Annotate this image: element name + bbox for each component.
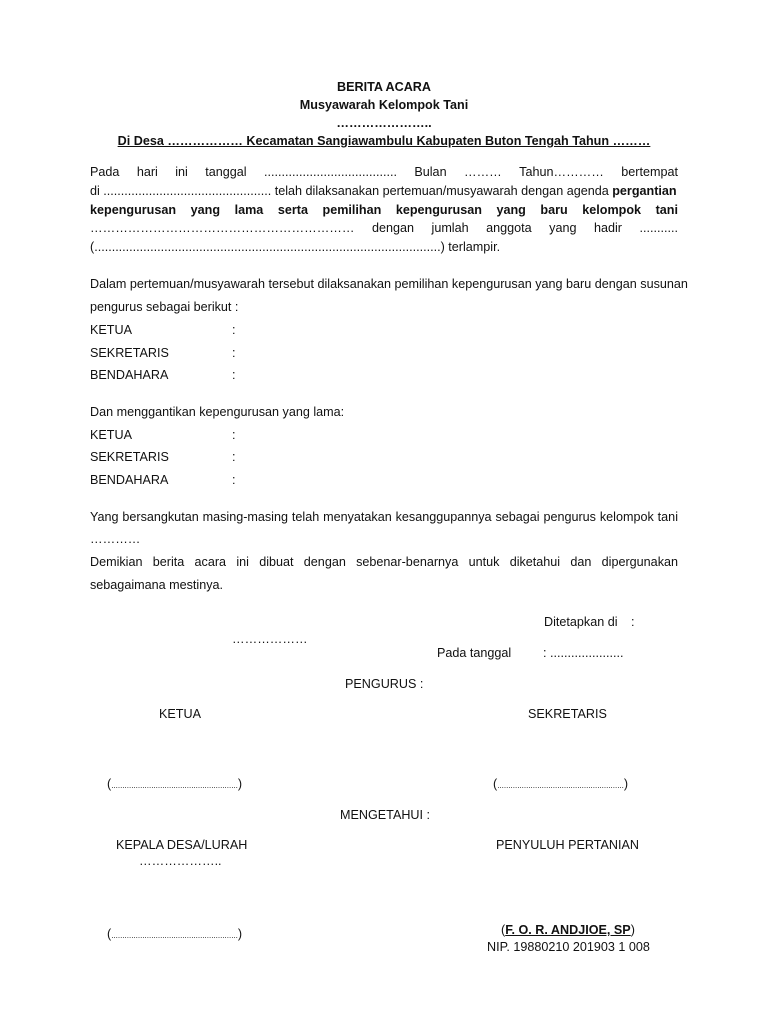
election-paragraph-line1: Dalam pertemuan/musyawarah tersebut dilaksanakan pemilihan kepengurusan yang baru dengan susunan — [90, 277, 688, 291]
colon: : — [232, 428, 236, 442]
tanggal-value: : ..................... — [543, 646, 624, 660]
penyuluh-name: F. O. R. ANDJIOE, SP — [505, 923, 631, 937]
colon: : — [232, 323, 236, 337]
paren: ( — [501, 923, 506, 937]
date-blank: ...................................... — [263, 165, 397, 179]
word: bertempat — [621, 165, 678, 179]
closing-statement-line1: Demikian berita acara ini dibuat dengan sebenar-benarnya untuk diketahui dan dipergunakan — [90, 555, 678, 569]
colon: : — [232, 450, 236, 464]
ditetapkan-label: Ditetapkan di — [544, 615, 618, 629]
blank-line: (.........................................................) — [493, 777, 629, 791]
kepala-desa-signature-blank — [107, 927, 242, 941]
attendance-count-line: (...................................................................................................) terlampir. — [90, 240, 501, 254]
kepala-desa-dots: ……………….. — [139, 854, 222, 868]
old-sekretaris-label: SEKRETARIS — [90, 450, 169, 464]
agenda-line — [90, 184, 678, 198]
paren: ) — [630, 923, 635, 937]
document-title: BERITA ACARA — [337, 80, 431, 94]
mengetahui-heading: MENGETAHUI : — [340, 808, 431, 822]
word: Bulan — [414, 165, 447, 179]
penyuluh-label: PENYULUH PERTANIAN — [496, 838, 639, 852]
location-line: Di Desa ……………… Kecamatan Sangiawambulu Kabupaten Buton Tengah Tahun ……… — [117, 134, 651, 148]
blank-line: (.........................................................) — [107, 777, 243, 791]
pengurus-heading: PENGURUS : — [345, 677, 424, 691]
penyuluh-nip: NIP. 19880210 201903 1 008 — [487, 940, 650, 954]
new-bendahara-label: BENDAHARA — [90, 368, 169, 382]
sekretaris-signature-blank — [493, 777, 628, 791]
opening-line — [90, 165, 678, 179]
word: Pada — [90, 165, 120, 179]
attendance-line: ……………………………………………………… dengan jumlah anggota yang hadir ........... — [90, 221, 678, 235]
word: tanggal — [205, 165, 247, 179]
agenda-bold-line: kepengurusan yang lama serta pemilihan kepengurusan yang baru kelompok tani — [90, 203, 678, 217]
group-name-dots: ………………….. — [336, 116, 432, 130]
ditetapkan-dots: ……………… — [232, 632, 308, 646]
tanggal-label: Pada tanggal — [437, 646, 512, 660]
word: Tahun………… — [519, 165, 604, 179]
ketua-signature-blank — [107, 777, 242, 791]
replacement-paragraph: Dan menggantikan kepengurusan yang lama: — [90, 405, 345, 419]
word: ini — [175, 165, 188, 179]
colon: : — [631, 615, 635, 629]
new-ketua-label: KETUA — [90, 323, 132, 337]
new-sekretaris-label: SEKRETARIS — [90, 346, 169, 360]
election-paragraph-line2: pengurus sebagai berikut : — [90, 300, 239, 314]
sekretaris-signature-label: SEKRETARIS — [528, 707, 607, 721]
blank-line: (.........................................................) — [107, 927, 243, 941]
colon: : — [232, 368, 236, 382]
document-subtitle: Musyawarah Kelompok Tani — [299, 98, 469, 112]
kepala-desa-label: KEPALA DESA/LURAH — [116, 838, 248, 852]
commitment-line2: ………… — [90, 532, 141, 546]
old-bendahara-label: BENDAHARA — [90, 473, 169, 487]
agenda-text: di ................................................ telah dilaksanakan pertemuan/musyawarah dengan agenda — [90, 184, 613, 198]
commitment-line1: Yang bersangkutan masing-masing telah menyatakan kesanggupannya sebagai pengurus kelompok tani — [90, 510, 678, 524]
old-ketua-label: KETUA — [90, 428, 132, 442]
closing-statement-line2: sebagaimana mestinya. — [90, 578, 224, 592]
penyuluh-signature — [501, 923, 635, 937]
agenda-bold: pergantian — [612, 184, 677, 198]
colon: : — [232, 473, 236, 487]
month-blank: ……… — [463, 165, 502, 179]
ketua-signature-label: KETUA — [159, 707, 201, 721]
word: hari — [136, 165, 158, 179]
colon: : — [232, 346, 236, 360]
